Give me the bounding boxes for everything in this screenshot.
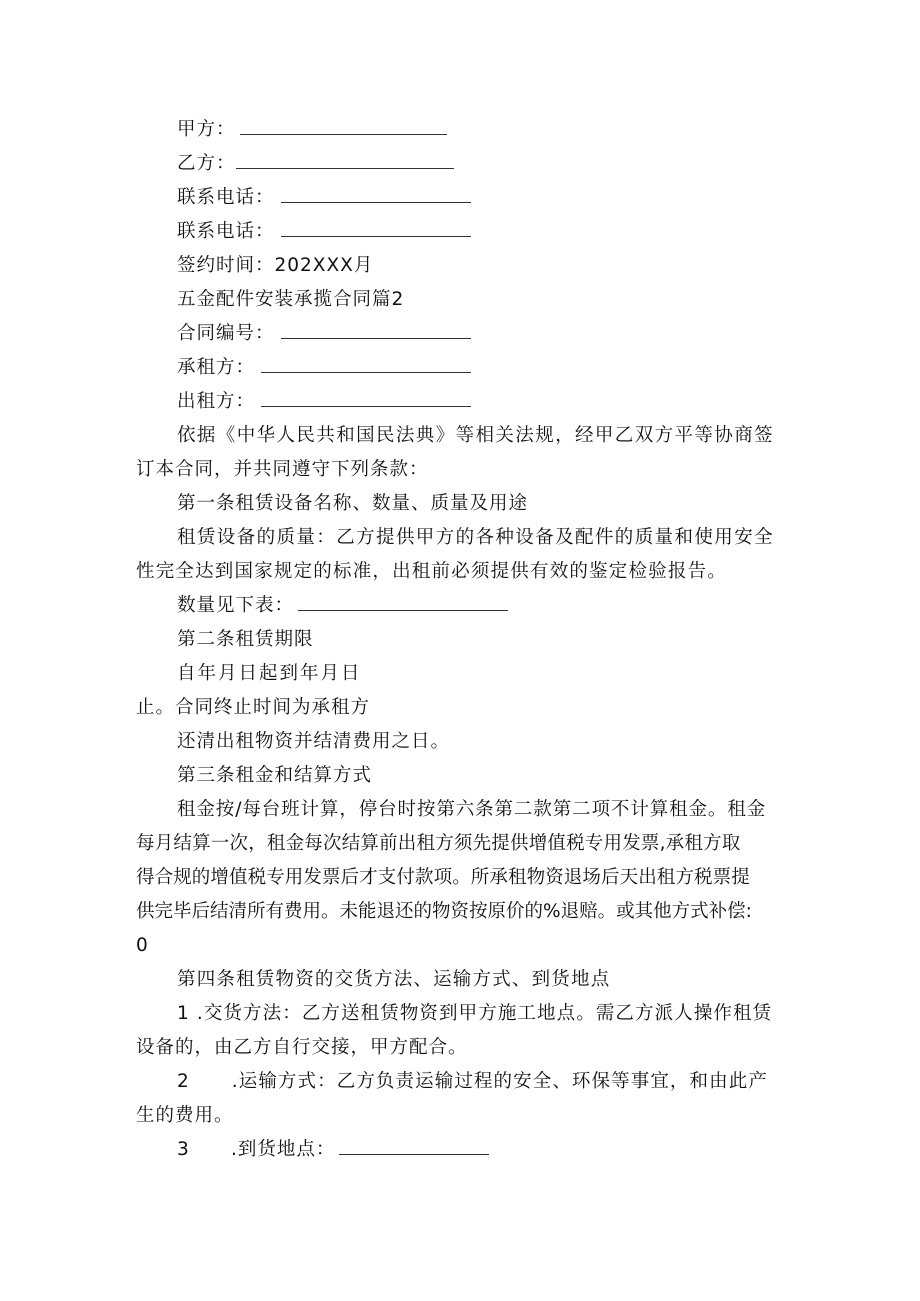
lessor-label: 出租方：: [177, 391, 256, 412]
party-a-blank: [240, 118, 447, 135]
rent-paragraph-line-4: 供完毕后结清所有费用。未能退还的物资按原价的%退赔。或其他方式补偿:: [136, 901, 752, 922]
delivery-item-1-line-2: 设备的，由乙方自行交接，甲方配合。: [136, 1037, 468, 1058]
delivery-location-blank: [339, 1138, 489, 1155]
party-b-label: 乙方：: [177, 153, 236, 174]
lessee-label: 承租方：: [177, 357, 256, 378]
quality-paragraph-line-2: 性完全达到国家规定的标准，出租前必须提供有效的鉴定检验报告。: [136, 561, 728, 582]
delivery-item-1-line-1: 1 .交货方法：乙方送租赁物资到甲方施工地点。需乙方派人操作租赁: [177, 1003, 773, 1024]
rent-paragraph-line-2: 每月结算一次，租金每次结算前出租方须先提供增值税专用发票,承租方取: [136, 833, 741, 854]
party-a-label: 甲方：: [177, 119, 236, 140]
quality-paragraph-line-1: 租赁设备的质量：乙方提供甲方的各种设备及配件的质量和使用安全: [177, 527, 775, 548]
phone-blank-1: [281, 186, 471, 203]
party-a-line: [177, 118, 447, 142]
article-1-title: 第一条租赁设备名称、数量、质量及用途: [177, 493, 529, 514]
delivery-item-2-line-2: 生的费用。: [136, 1105, 234, 1126]
quantity-label: 数量见下表：: [177, 595, 295, 616]
lessee-blank: [261, 356, 471, 373]
contract-number-label: 合同编号：: [177, 323, 275, 344]
article-3-title: 第三条租金和结算方式: [177, 765, 373, 786]
lessee-line: [177, 356, 471, 380]
delivery-item-2-line-1: 2 .运输方式：乙方负责运输过程的安全、环保等事宜，和由此产: [177, 1071, 768, 1092]
section-title: 五金配件安装承揽合同篇2: [177, 289, 405, 310]
quantity-line: [177, 594, 508, 618]
phone-line-2: [177, 220, 471, 244]
phone-blank-2: [281, 220, 471, 237]
rent-paragraph-line-5: 0: [136, 935, 149, 956]
intro-paragraph-line-1: 依据《中华人民共和国民法典》等相关法规，经甲乙双方平等协商签: [177, 425, 775, 446]
lessor-blank: [261, 390, 471, 407]
party-b-line: [177, 152, 454, 176]
term-line-1: 自年月日起到年月日: [177, 663, 362, 684]
phone-line-1: [177, 186, 471, 210]
intro-paragraph-line-2: 订本合同，并共同遵守下列条款：: [136, 459, 429, 480]
delivery-item-3-line: [177, 1138, 489, 1162]
phone-label-2: 联系电话：: [177, 221, 275, 242]
term-line-3: 还清出租物资并结清费用之日。: [177, 731, 451, 752]
rent-paragraph-line-1: 租金按/每台班计算，停台时按第六条第二款第二项不计算租金。租金: [177, 799, 767, 820]
term-line-2: 止。合同终止时间为承租方: [136, 697, 371, 718]
quantity-blank: [298, 594, 508, 611]
article-4-title: 第四条租赁物资的交货方法、运输方式、到货地点: [177, 969, 611, 990]
sign-date-line: 签约时间：202XXX月: [177, 255, 374, 276]
delivery-location-label: 3 .到货地点：: [177, 1139, 336, 1160]
article-2-title: 第二条租赁期限: [177, 629, 314, 650]
phone-label-1: 联系电话：: [177, 187, 275, 208]
rent-paragraph-line-3: 得合规的增值税专用发票后才支付款项。所承租物资退场后天出租方税票提: [136, 867, 750, 888]
lessor-line: [177, 390, 471, 414]
contract-number-line: [177, 322, 471, 346]
party-b-blank: [236, 152, 454, 169]
contract-number-blank: [281, 322, 471, 339]
